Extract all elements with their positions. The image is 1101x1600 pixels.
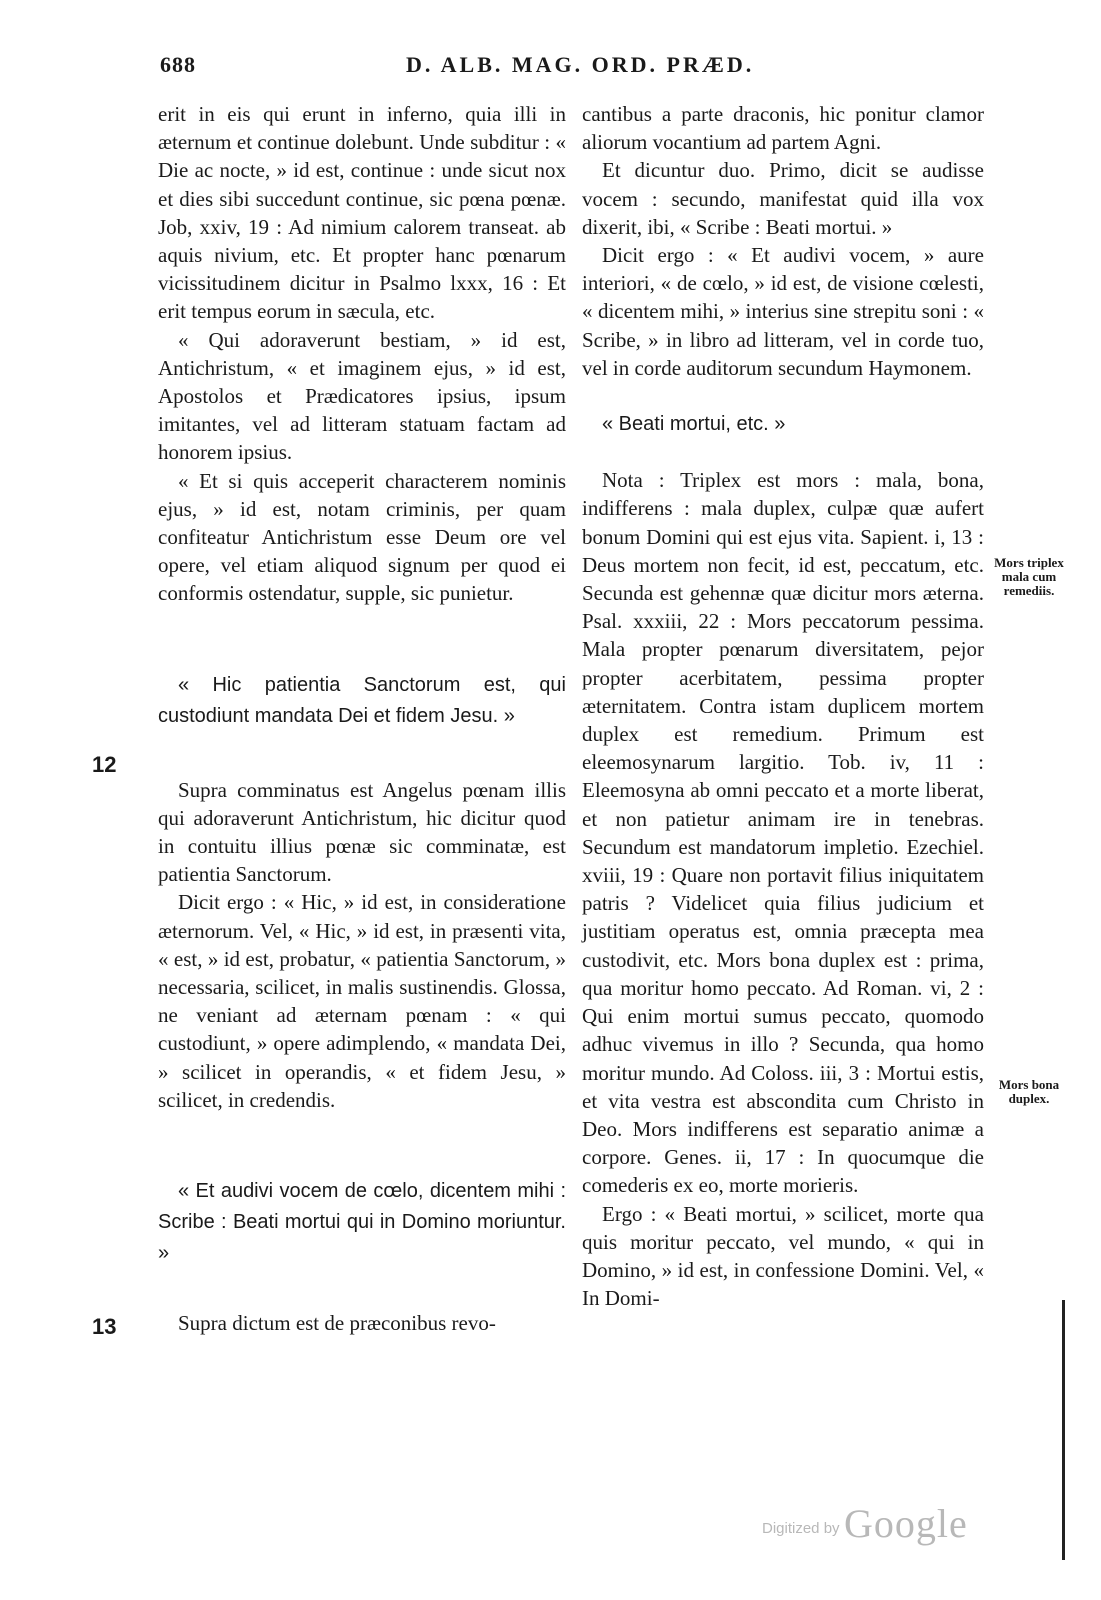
page-edge-shadow (1062, 1300, 1065, 1560)
right-paragraph-2: Et dicuntur duo. Primo, dicit se audisse vocem : secundo, manifestat quid illa vox dixerit, ibi, « Scribe : Beati mortui. » (582, 158, 984, 239)
verse-number-13: 13 (92, 1314, 117, 1339)
page-header (158, 52, 958, 86)
left-paragraph-2: « Qui adoraverunt bestiam, » id est, Antichristum, « et imaginem ejus, » id est, Apostolos et Prædicatores ipsius, ipsum imitantes, vel ad litteram statuam factam ad honorem ipsius. (158, 327, 566, 465)
right-paragraph-1: cantibus a parte draconis, hic ponitur clamor aliorum vocantium ad partem Agni. (582, 102, 984, 155)
left-paragraph-1: erit in eis qui erunt in inferno, quia illi in æternum et continue dolebunt. Unde subditur : « Die ac nocte, » id est, continue : unde sicut nox et dies sibi succedunt continue, sic pœna pœnæ. Job, xxiv, 19 : Ad nimium calorem transeat. ab aquis nivium, etc. Et propter hanc pœnarum vicissitudinem dicitur in Psalmo lxxx, 16 : Et erit tempus eorum in sæcula, etc. (158, 102, 566, 324)
page-number: 688 (160, 52, 196, 77)
right-paragraph-5: Ergo : « Beati mortui, » scilicet, morte qua quis moritur peccato, vel mundo, « qui in Domino, » id est, in confessione Domini. Vel, « In Domi- (582, 1201, 984, 1311)
lemma-heading: « Beati mortui, etc. » (602, 413, 786, 436)
running-title: D. ALB. MAG. ORD. PRÆD. (406, 52, 755, 77)
left-paragraph-3: « Et si quis acceperit characterem nominis ejus, » id est, notam criminis, per quam confiteatur Antichristum esse Deum ore vel opere, vel etiam aliquod signum per quod ei conformis ostendatur, supple, sic punietur. (158, 468, 566, 606)
digitized-watermark (762, 1500, 968, 1547)
margin-note-mors-bona: Mors bona duplex. (998, 1077, 1060, 1106)
google-logo: Google (844, 1501, 968, 1546)
watermark-prefix: Digitized by (762, 1520, 840, 1537)
verse-13-text: « Et audivi vocem de cœlo, dicentem mihi : Scribe : Beati mortui qui in Domino moriuntur. » (158, 1180, 566, 1265)
left-paragraph-5: Dicit ergo : « Hic, » id est, in consideratione æternorum. Vel, « Hic, » id est, in præsenti vita, « est, » id est, probatur, « patientia Sanctorum, » necessaria, scilicet, in malis sustinendis. Glossa, ne veniant ad æternam pœnam : « qui custodiunt, » opere adimplendo, « mandata Dei, » scilicet in operandis, « et fidem Jesu, » scilicet, in credendis. (158, 890, 566, 1112)
margin-note-mors-triplex: Mors triplex mala cum remediis. (994, 555, 1064, 598)
right-paragraph-4: Nota : Triplex est mors : mala, bona, indifferens : mala duplex, culpæ quæ aufert bonum Domini qui est ejus vita. Sapient. i, 13 : Deus mortem non fecit, id est, peccatum, etc. Secunda est gehennæ quæ dicitur mors æterna. Psal. xxxiii, 22 : Mors peccatorum pessima. Mala propter pœnarum diversitatem, pejor propter acerbitatem, pessima propter æternitatem. Contra istam duplicem mortem duplex est remedium. Primum est eleemosynarum largitio. Tob. iv, 11 : Eleemosyna ab omni peccato et a morte liberat, et non patietur animam ire in tenebras. Secundum est mandatorum impletio. Ezechiel. xviii, 19 : Quare non portavit filius iniquitatem patris ? Videlicet quia filius judicium et justitiam operatus est, omnia præcepta mea custodivit, etc. Mors bona duplex est : prima, qua moritur homo peccato. Ad Roman. vi, 2 : Qui enim mortui sumus peccato, quomodo adhuc vivemus in illo ? Secunda, qua homo moritur mundo. Ad Coloss. iii, 3 : Mortui estis, et vita vestra est abscondita cum Christo in Deo. Mors indifferens est separatio animæ a corpore. Genes. ii, 17 : In quocumque die comederis ex eo, morte morieris. (582, 468, 984, 1198)
verse-number-12: 12 (92, 752, 117, 777)
right-paragraph-3: Dicit ergo : « Et audivi vocem, » aure interiori, « de cœlo, » id est, de visione cœlesti, « dicentem mihi, » interius sine strepitu soni : « Scribe, » in libro ad litteram, vel in corde tuo, vel in corde auditorum secundum Haymonem. (582, 243, 984, 380)
left-paragraph-6: Supra dictum est de præconibus revo- (178, 1311, 496, 1336)
left-column (158, 100, 566, 1337)
left-paragraph-4: Supra comminatus est Angelus pœnam illis qui adoraverunt Antichristum, hic dicitur quod in contuitu illius pœnæ sic comminatæ, est patientia Sanctorum. (158, 777, 566, 887)
verse-12-text: « Hic patientia Sanctorum est, qui custodiunt mandata Dei et fidem Jesu. » (158, 673, 566, 727)
right-column (582, 100, 984, 1312)
